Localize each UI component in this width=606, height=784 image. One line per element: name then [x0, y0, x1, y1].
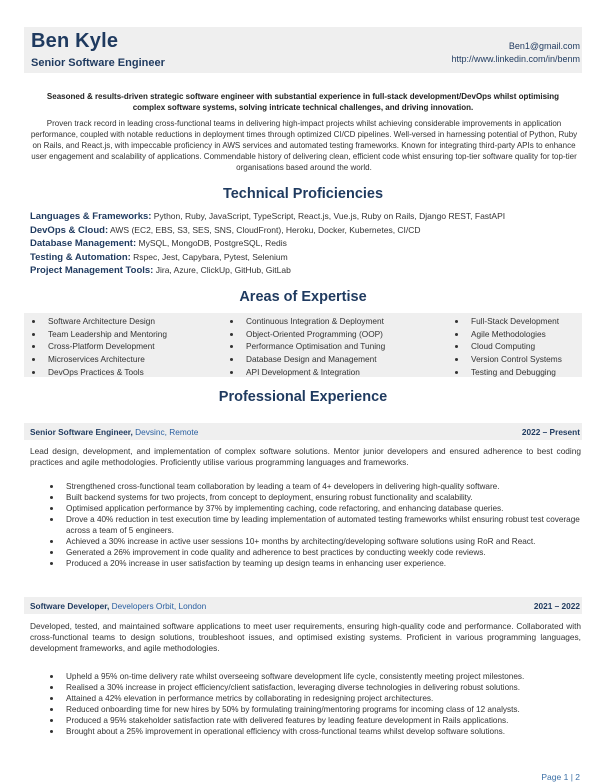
skill-row — [30, 224, 580, 238]
skill-row — [30, 251, 580, 265]
expertise-column-2 — [228, 315, 385, 379]
skill-value: Jira, Azure, ClickUp, GitHub, GitLab — [155, 265, 291, 276]
page-number: Page 1 | 2 — [541, 772, 580, 782]
skill-label: DevOps & Cloud: — [30, 224, 109, 236]
job-company: Developers Orbit, — [111, 601, 177, 611]
expertise-item: Performance Optimisation and Tuning — [228, 340, 385, 353]
professional-experience-heading: Professional Experience — [218, 389, 388, 405]
skill-label: Testing & Automation: — [30, 251, 131, 263]
job-location: London — [178, 601, 207, 611]
expertise-item: Software Architecture Design — [30, 315, 167, 328]
expertise-item: DevOps Practices & Tools — [30, 366, 167, 379]
achievement-item: Upheld a 95% on-time delivery rate whilst overseeing software development life cycle, consistently meeting project milestones. — [30, 671, 581, 682]
achievement-item: Produced a 95% stakeholder satisfaction rate with delivered features by leading feature development in Rails applications. — [30, 715, 581, 726]
skill-label: Languages & Frameworks: — [30, 211, 152, 222]
job-company: Devsinc, — [135, 427, 167, 437]
job-header — [30, 601, 206, 611]
job-header — [30, 427, 198, 437]
candidate-title: Senior Software Engineer — [31, 57, 165, 69]
summary-paragraph: Proven track record in leading cross-functional teams in delivering high-impact projects whilst achieving considerable improvements in application performance, coupled with notable reductions in deployment times through optimized CI/CD pipelines. Well-versed in harnessing potential of Python, Ruby on Rails, and React.js, with impeccable proficiency in AWS services and automated testing frameworks. Known for integrating third-party APIs to enhance user engagement and scalability of applications. Commendable history of delivering clean, efficient code whist ensuring top-tier software quality for top-tier organisations based around the world. — [30, 119, 578, 172]
achievement-item: Brought about a 25% improvement in operational efficiency with cross-functional teams whilst develop software solutions. — [30, 726, 581, 737]
achievement-item: Optimised application performance by 37% by implementing caching, code refactoring, and enhancing database queries. — [30, 503, 581, 514]
job-dates: 2021 – 2022 — [533, 601, 580, 611]
email-link[interactable]: Ben1@gmail.com — [508, 41, 580, 51]
expertise-item: Cloud Computing — [453, 340, 562, 353]
achievement-item: Produced a 20% increase in user satisfaction by teaming up design teams in enhancing user experience. — [30, 558, 581, 569]
skill-value: MySQL, MongoDB, PostgreSQL, Redis — [138, 238, 287, 249]
expertise-item: API Development & Integration — [228, 366, 385, 379]
candidate-name: Ben Kyle — [31, 30, 119, 52]
expertise-item: Agile Methodologies — [453, 328, 562, 341]
job-role: Senior Software Engineer, — [30, 427, 133, 437]
skill-value: Python, Ruby, JavaScript, TypeScript, React.js, Vue.js, Ruby on Rails, Django REST, FastAPI — [153, 211, 506, 221]
skill-value: Rspec, Jest, Capybara, Pytest, Selenium — [133, 251, 288, 262]
expertise-item: Microservices Architecture — [30, 353, 167, 366]
expertise-column-3 — [453, 315, 562, 379]
achievement-item: Generated a 26% improvement in code quality and adherence to best practices by conducting weekly code reviews. — [30, 547, 581, 558]
achievement-item: Drove a 40% reduction in test execution time by leading implementation of automated testing frameworks whilst ensuring robust test coverage across a team of 5 engineers. — [30, 514, 581, 536]
skill-label: Database Management: — [30, 238, 137, 250]
contact-block — [451, 40, 580, 66]
job-location: Remote — [169, 427, 199, 437]
expertise-item: Version Control Systems — [453, 353, 562, 366]
achievement-item: Attained a 42% elevation in performance metrics by collaborating in redesigning project architectures. — [30, 693, 581, 704]
achievement-item: Achieved a 30% increase in active user sessions 10+ months by architecting/developing software solutions using RoR and React. — [30, 536, 581, 547]
linkedin-link[interactable]: http://www.linkedin.com/in/benm — [451, 54, 580, 64]
technical-proficiencies-heading: Technical Proficiencies — [222, 186, 384, 202]
summary-headline: Seasoned & results-driven strategic software engineer with substantial experience in full-stack development/DevOps whilst optimising complex software systems, solving intricate technical challenges, and driving innovation. — [46, 92, 560, 112]
achievement-item: Built backend systems for two projects, from concept to deployment, ensuring robust functionality and scalability. — [30, 492, 581, 503]
job-role: Software Developer, — [30, 601, 110, 611]
skill-row — [30, 264, 580, 278]
expertise-item: Testing and Debugging — [453, 366, 562, 379]
expertise-item: Object-Oriented Programming (OOP) — [228, 328, 385, 341]
skill-row — [30, 237, 580, 251]
job-achievements — [30, 671, 581, 737]
job-description: Developed, tested, and maintained software applications to meet user requirements, ensuring high-quality code and performance. Collaborated with cross-functional teams to design solutions, troubleshoot issues, and optimised existing systems. Proficient in various programming languages, development frameworks, and agile methodologies. — [30, 621, 581, 653]
achievement-item: Strengthened cross-functional team collaboration by leading a team of 4+ developers in delivering high-quality software. — [30, 481, 581, 492]
expertise-column-1 — [30, 315, 167, 379]
achievement-item: Reduced onboarding time for new hires by 50% by formulating training/mentoring programs for incoming class of 12 analysts. — [30, 704, 581, 715]
expertise-item: Continuous Integration & Deployment — [228, 315, 385, 328]
expertise-item: Team Leadership and Mentoring — [30, 328, 167, 341]
technical-proficiencies-list — [30, 210, 580, 278]
expertise-item: Full-Stack Development — [453, 315, 562, 328]
skill-row — [30, 210, 580, 224]
job-dates: 2022 – Present — [521, 427, 580, 437]
job-achievements — [30, 481, 581, 569]
achievement-item: Realised a 30% increase in project efficiency/client satisfaction, leveraging diverse technologies in delivering robust solutions. — [30, 682, 581, 693]
expertise-item: Database Design and Management — [228, 353, 385, 366]
areas-of-expertise-heading: Areas of Expertise — [239, 289, 367, 305]
skill-value: AWS (EC2, EBS, S3, SES, SNS, CloudFront), Heroku, Docker, Kubernetes, CI/CD — [110, 224, 421, 235]
expertise-item: Cross-Platform Development — [30, 340, 167, 353]
skill-label: Project Management Tools: — [30, 265, 154, 277]
job-description: Lead design, development, and implementation of complex software solutions. Mentor junior developers and ensured adherence to best coding practices and agile methodologies. Proficiently utilise various programming languages and frameworks. — [30, 446, 581, 467]
